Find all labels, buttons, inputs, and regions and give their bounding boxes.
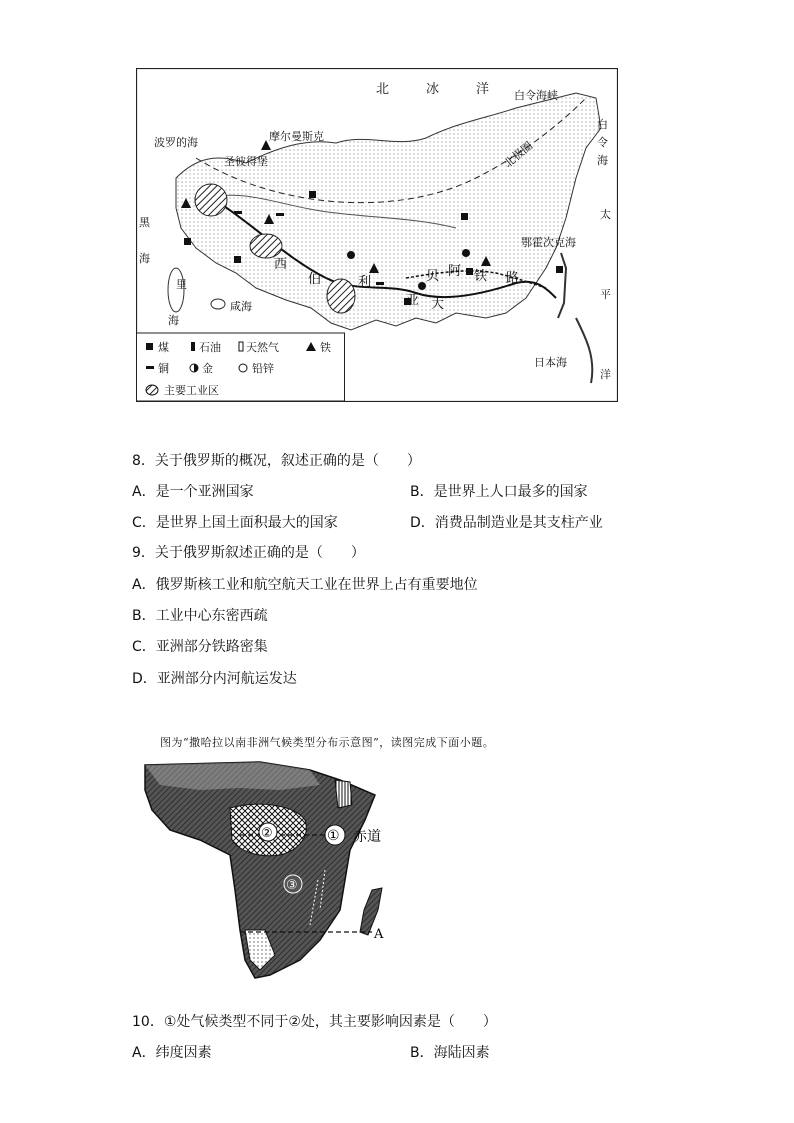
equator-label: 赤道: [353, 829, 381, 845]
map-label-2: ②: [261, 826, 273, 841]
label-arctic-1: 北: [376, 82, 390, 97]
label-black-sea-2: 海: [139, 252, 150, 265]
label-siberia-3: 利: [358, 275, 372, 290]
label-baikal-3: 铁: [474, 269, 488, 284]
question-8-option-b[interactable]: B．是世界上人口最多的国家: [410, 484, 588, 500]
label-baikal-1: 贝: [426, 269, 440, 284]
africa-climate-map: [140, 760, 402, 982]
industrial-zone-moscow: [195, 184, 227, 216]
question-9-option-d[interactable]: D．亚洲部分内河航运发达: [132, 671, 297, 687]
figure-caption: 图为“撒哈拉以南非洲气候类型分布示意图”，读图完成下面小题。: [160, 736, 495, 749]
aral-sea: [211, 299, 225, 309]
label-arctic-circle: 北极圈: [501, 139, 536, 171]
label-siberia-4: 亚: [406, 293, 420, 308]
label-da: 大: [431, 297, 445, 312]
industrial-zone-kuzbass: [327, 279, 355, 313]
label-pacific-1: 太: [600, 208, 611, 221]
question-9-option-c[interactable]: C．亚洲部分铁路密集: [132, 639, 268, 655]
map-label-a: A: [374, 927, 384, 942]
label-okhotsk: 鄂霍次克海: [521, 236, 576, 249]
label-siberia-1: 西: [274, 257, 288, 272]
label-aral: 咸海: [230, 300, 252, 313]
legend-industrial: 主要工业区: [164, 384, 219, 397]
legend-oil: 石油: [199, 341, 221, 354]
question-10-option-b[interactable]: B．海陆因素: [410, 1045, 490, 1061]
map-label-3: ③: [286, 878, 298, 893]
question-10-stem: 10．①处气候类型不同于②处，其主要影响因素是（ ）: [132, 1014, 497, 1030]
question-8-option-d[interactable]: D．消费品制造业是其支柱产业: [410, 515, 603, 531]
label-black-sea-1: 黑: [139, 216, 150, 229]
label-bering-sea-3: 海: [597, 154, 608, 167]
russia-resource-map: [136, 68, 618, 402]
legend-iron: 铁: [320, 341, 331, 354]
label-pacific-2: 平: [600, 288, 611, 301]
legend-gold: 金: [202, 362, 213, 375]
industrial-zone-ural: [250, 234, 282, 258]
highland-area: [335, 780, 352, 808]
label-caspian-1: 里: [176, 278, 187, 291]
legend-lead-zinc: 铅锌: [252, 362, 274, 375]
legend-copper: 铜: [158, 362, 169, 375]
label-bering-sea-2: 令: [597, 136, 608, 149]
label-bering-sea-1: 白: [597, 118, 608, 131]
question-8-option-c[interactable]: C．是世界上国土面积最大的国家: [132, 515, 338, 531]
map-label-1: ①: [327, 828, 340, 844]
label-caspian-2: 海: [168, 314, 179, 327]
label-baikal-4: 路: [506, 271, 520, 286]
legend-gas: 天然气: [246, 341, 279, 354]
map-legend: [137, 333, 345, 401]
question-8-option-a[interactable]: A．是一个亚洲国家: [132, 484, 254, 500]
label-arctic-2: 冰: [426, 82, 440, 97]
question-10-option-a[interactable]: A．纬度因素: [132, 1045, 212, 1061]
label-baltic: 波罗的海: [154, 136, 198, 149]
label-st-petersburg: 圣彼得堡: [224, 155, 268, 168]
label-baikal-2: 阿: [448, 264, 462, 279]
label-pacific-3: 洋: [600, 368, 611, 381]
label-arctic-3: 洋: [476, 82, 490, 97]
label-siberia-2: 伯: [308, 272, 322, 287]
label-bering-strait: 白令海峡: [514, 89, 558, 102]
legend-coal: 煤: [158, 341, 169, 354]
question-9-option-b[interactable]: B．工业中心东密西疏: [132, 608, 268, 624]
label-japan-sea: 日本海: [534, 356, 567, 369]
label-murmansk: 摩尔曼斯克: [269, 130, 324, 143]
question-8-stem: 8．关于俄罗斯的概况，叙述正确的是（ ）: [132, 453, 421, 469]
question-9-stem: 9．关于俄罗斯叙述正确的是（ ）: [132, 545, 365, 561]
question-9-option-a[interactable]: A．俄罗斯核工业和航空航天工业在世界上占有重要地位: [132, 577, 478, 593]
